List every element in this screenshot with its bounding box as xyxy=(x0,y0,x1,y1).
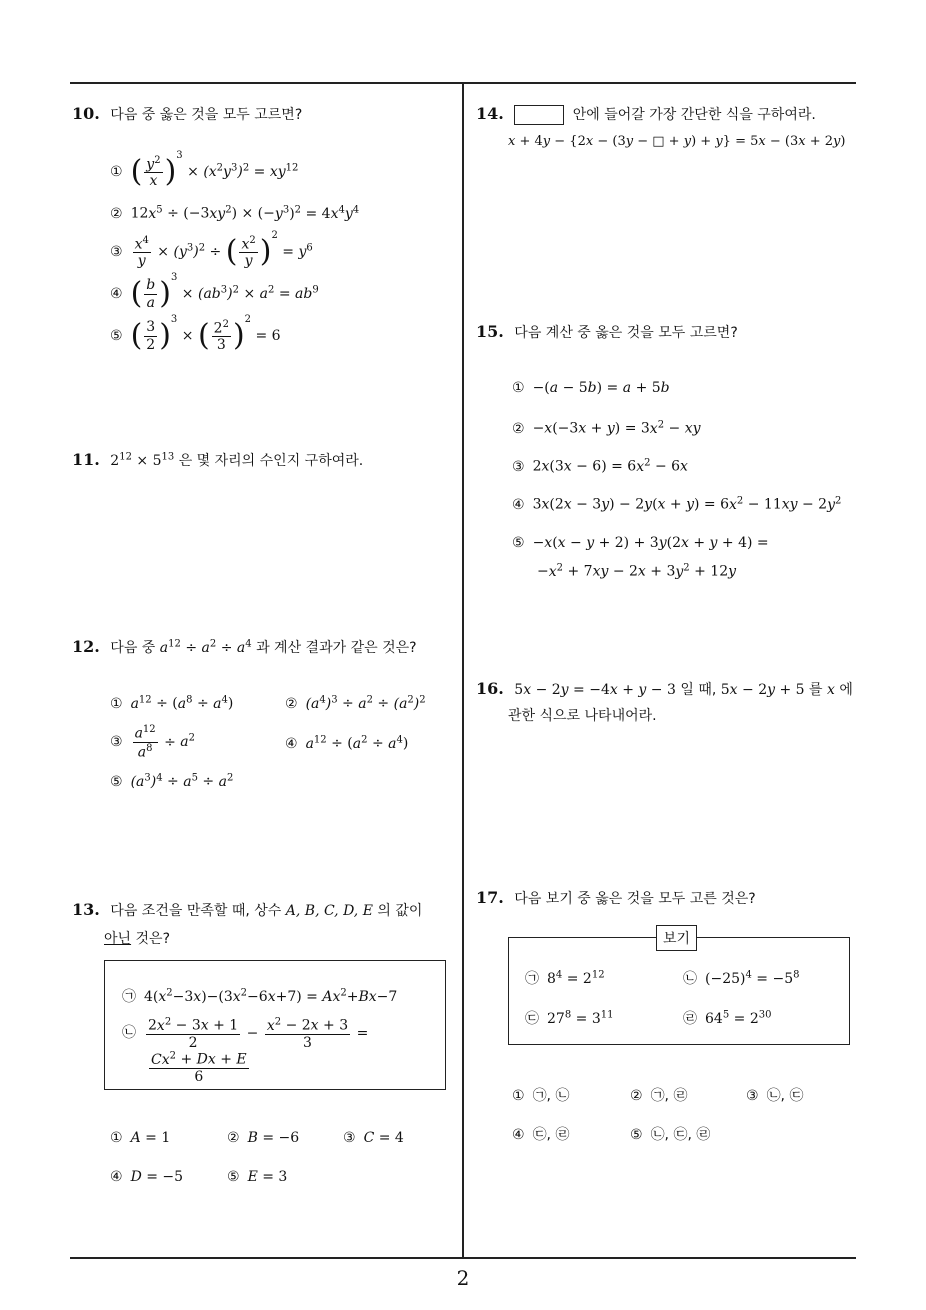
question-number: 14. xyxy=(476,104,504,123)
choice-5[interactable]: ⑤ ㉡, ㉢, ㉣ xyxy=(630,1127,711,1143)
example-2: ㉡ $(-25)^4 = -5^8$ xyxy=(683,969,800,987)
question-16: 16. 5x − 2y = −4x + y − 3 일 때, 5x − 2y + 5 를 x 에 관한 식으로 나타내어라. xyxy=(476,679,853,724)
page-number: 2 xyxy=(456,1266,470,1290)
choice-2[interactable]: ② ㉠, ㉣ xyxy=(630,1088,688,1104)
question-text: 은 몇 자리의 수인지 구하여라. xyxy=(178,453,364,469)
example-box-label: 보기 xyxy=(656,925,697,951)
blank-box xyxy=(514,105,564,125)
question-17 xyxy=(476,888,756,908)
question-text: 다음 중 옳은 것을 모두 고르면? xyxy=(110,107,303,123)
question-12: 12. 다음 중 $a^{12} \div a^2 \div a^4$ 과 계산 결과가 같은 것은? xyxy=(72,637,417,656)
condition-2-rhs: $\frac{Cx^2 + Dx + E}{6}$ xyxy=(151,1050,247,1085)
choice-1[interactable]: ① A = 1 xyxy=(110,1130,171,1146)
question-13: 13. 다음 조건을 만족할 때, 상수 A, B, C, D, E 의 값이 아닌 것은? xyxy=(72,900,423,947)
question-number: 16. xyxy=(476,679,504,698)
choice-2[interactable]: ② B = −6 xyxy=(227,1130,300,1146)
condition-1: ㉠ $4(x^2-3x)-(3x^2-6x+7) = Ax^2+Bx-7$ xyxy=(122,987,398,1005)
question-text: 다음 보기 중 옳은 것을 모두 고른 것은? xyxy=(514,891,756,907)
question-number: 17. xyxy=(476,888,504,907)
choice-3[interactable]: ③ $2x(3x - 6) = 6x^2 - 6x$ xyxy=(512,457,688,475)
question-text: 안에 들어갈 가장 간단한 식을 구하여라. xyxy=(572,107,816,123)
choice-1[interactable]: ① $a^{12} \div (a^8 \div a^4)$ xyxy=(110,694,234,712)
question-number: 12. xyxy=(72,637,100,656)
example-4: ㉣ $64^5 = 2^{30}$ xyxy=(683,1009,772,1027)
choice-4[interactable]: ④ $a^{12} \div (a^2 \div a^4)$ xyxy=(285,734,409,752)
emphasis-underline: 아닌 xyxy=(104,931,132,947)
example-box xyxy=(508,937,850,1045)
question-15 xyxy=(476,322,738,342)
question-10 xyxy=(72,104,302,124)
choice-1[interactable]: ① ( $\frac{y^2}{x}$ )$^3 \times (x^2y^3)^2 = xy^{12}$ xyxy=(110,150,299,190)
choice-1[interactable]: ① −(a − 5b) = a + 5b xyxy=(512,380,670,396)
choice-2[interactable]: ② $12x^5 \div (-3xy^2) \times (-y^3)^2 = 4x^4y^4$ xyxy=(110,204,360,222)
choice-2[interactable]: ② $(a^4)^3 \div a^2 \div (a^2)^2$ xyxy=(285,694,426,712)
choice-5-cont: $-x^2 + 7xy - 2x + 3y^2 + 12y$ xyxy=(537,562,737,580)
question-number: 15. xyxy=(476,322,504,341)
example-1: ㉠ $8^4 = 2^{12}$ xyxy=(525,969,605,987)
choice-5[interactable]: ⑤ ( $\frac{3}{2}$ )$^3$ × ( $\frac{2^2}{3}$ )$^2$ = 6 xyxy=(110,314,281,354)
question-11: 11. $2^{12} \times 5^{13}$ 은 몇 자리의 수인지 구하여라. xyxy=(72,450,364,469)
choice-4[interactable]: ④ D = −5 xyxy=(110,1169,184,1185)
choice-5[interactable]: ⑤ −x(x − y + 2) + 3y(2x + y + 4) = xyxy=(512,535,769,551)
example-3: ㉢ $27^8 = 3^{11}$ xyxy=(525,1009,614,1027)
question-14 xyxy=(476,104,816,125)
question-number: 11. xyxy=(72,450,100,469)
choice-2[interactable]: ② $-x(-3x + y) = 3x^2$ − xy xyxy=(512,419,701,437)
choice-5[interactable]: ⑤ $(a^3)^4 \div a^5 \div a^2$ xyxy=(110,772,234,790)
condition-2: ㉡ $\frac{2x^2 - 3x + 1}{2}$ − $\frac{x^2 - 2x + 3}{3}$ = xyxy=(122,1016,369,1051)
choice-3[interactable]: ③ ㉡, ㉢ xyxy=(746,1088,804,1104)
choice-1[interactable]: ① ㉠, ㉡ xyxy=(512,1088,570,1104)
choice-4[interactable]: ④ $3x(2x - 3y) - 2y(x + y) = 6x^2 - 11xy - 2y^2$ xyxy=(512,495,842,513)
question-number: 13. xyxy=(72,900,100,919)
choice-3[interactable]: ③ $\frac{a^{12}}{a^8}$ ÷ $a^2$ xyxy=(110,724,196,761)
choice-5[interactable]: ⑤ E = 3 xyxy=(227,1169,288,1185)
equation: x + 4y − {2x − (3y − □ + y) + y} = 5x − (3x + 2y) xyxy=(508,134,846,149)
choice-4[interactable]: ④ ( $\frac{b}{a}$ )$^3 \times (ab^3)^2 \times a^2 = ab^9$ xyxy=(110,272,319,311)
choice-3[interactable]: ③ C = 4 xyxy=(343,1130,404,1146)
choice-3[interactable]: ③ $\frac{x^4}{y}$ × $(y^3)^2$ ÷ ( $\frac{x^2}{y}$ )$^2 = y^6$ xyxy=(110,230,313,270)
choice-4[interactable]: ④ ㉢, ㉣ xyxy=(512,1127,570,1143)
question-number: 10. xyxy=(72,104,100,123)
question-text: 다음 계산 중 옳은 것을 모두 고르면? xyxy=(514,325,738,341)
column-divider xyxy=(462,82,464,1258)
